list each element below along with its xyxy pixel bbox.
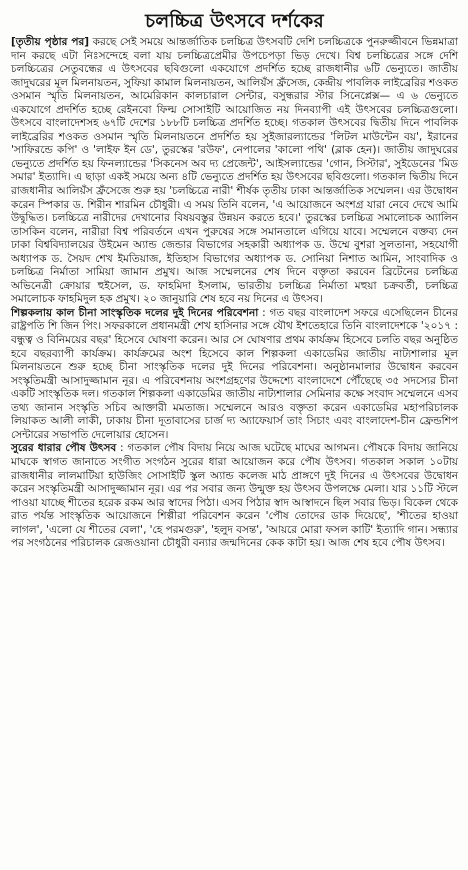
article-festival-body: করছে সেই সময়ে আন্তর্জাতিক চলচ্চিত্র উৎসবটি দেশি চলচ্চিত্রকে পুনরুজ্জীবনে ভিন্নমাত্রা দান করছে এটা নিঃসন্দেহে বলা যায় চলচ্চিত্রপ্রেমীর উপচেপড়া ভিড় দেখে। বিশ্ব চলচ্চিত্রের সঙ্গে দেশি চলচ্চিত্রের সেতুবন্ধের এ উৎসবের ছবিগুলো একযোগে প্রদর্শিত হচ্ছে রাজধানীর ৬টি ভেন্যুতে। জাতীয় জাদুঘরের মূল মিলনায়তন, সুফিয়া কামাল মিলনায়তন, আলিয়ঁস ফ্রঁসেজ, কেন্দ্রীয় পাবলিক লাইব্রেরির শওকত ওসমান স্মৃতি মিলনায়তন, আমেরিকান কালচারাল সেন্টার, বসুন্ধরার স্টার সিনেপ্লেক্স— এ ৬ ভেন্যুতে একযোগে প্রদর্শিত হচ্ছে রেইনবো ফিল্ম সোসাইটি আয়োজিত নয় দিনব্যাপী এই উৎসবের চলচ্চিত্রগুলো। উৎসবে বাংলাদেশসহ ৬৭টি দেশের ১৮৮টি চলচ্চিত্র প্রদর্শিত হচ্ছে। গতকাল উৎসবের দ্বিতীয় দিনে পাবলিক লাইব্রেরির শওকত ওসমান স্মৃতি মিলনায়তনে প্রদর্শিত হয় সুইজারল্যান্ডের 'লিটল মাউন্টেন বয়', ইরানের 'সাফিরন্ডে কপি' ও 'লাইফ ইন ডে', তুরস্কের 'রউফ', নেপালের 'কালো পথি' (ব্লাক হেন)। জাতীয় জাদুঘরের ভেন্যুতে প্রদর্শিত হয় ফিনল্যান্ডের 'সিকনেস অব দ্য প্রেজেন্ট', আইসল্যান্ডের 'গোন, সিস্টার', সুইডেনের 'মিড সমার' ইত্যাদি। এ ছাড়া একই সময়ে অন্য ৪টি ভেন্যুতে প্রদর্শিত হয় উৎসবের ছবিগুলো। গতকাল দ্বিতীয় দিনে রাজধানীর আলিয়ঁস ফ্রঁসেজে শুরু হয় 'চলচ্চিত্রে নারী' শীর্ষক তৃতীয় ঢাকা আন্তর্জাতিক সম্মেলন। এর উদ্বোধন করেন স্পিকার ড. শিরীন শারমিন চৌধুরী। এ সময় তিনি বলেন, 'এ আয়োজনে অংশগ্র যারা নেবে দেখে আমি উদ্বুদ্ধিত। চলচ্চিত্রে নারীদের দেখানোর বিষয়বস্তুর উন্নয়ন করতে হবে।' তুরস্কের চলচ্চিত্র সমালোচক অ্যালিন তাসকিন বলেন, নারীরা বিশ্ব পরিবর্তনে এখন পুরুষের সঙ্গে সমানতালে এগিয়ে যাবে। সম্মেলনে বক্তব্য দেন ঢাকা বিশ্ববিদ্যালয়ের উইমেন অ্যান্ড জেন্ডার বিভাগের সহকারী অধ্যাপক ড. উম্মে বুশরা সুলতানা, সহযোগী অধ্যাপক ড. সৈয়দ শেখ ইমতিয়াজ, ইতিহাস বিভাগের অধ্যাপক ড. সোনিয়া নিশাত আমিন, সাংবাদিক ও চলচ্চিত্র নির্মাতা সামিয়া জামান প্রমুখ। আজ সম্মেলনের শেষ দিনে বক্তৃতা করবেন ব্রিটেনের চলচ্চিত্র অভিনেত্রী ক্রোয়ার হুইসেল, ড. ফাহমিদা ইসলাম, ভারতীয় চলচ্চিত্র নির্মাতা মহুয়া চক্রবর্তী, চলচ্চিত্র সমালোচক ফাহমিদুল হক প্রমুখ। ২০ জানুয়ারি শেষ হবে নয় দিনের এ উৎসব। [11,36,459,306]
article-poush-festival [11,442,458,550]
article-chinese-troupe-body: : গত বছর বাংলাদেশ সফরে এসেছিলেন চীনের রাষ্ট্রপতি শি জিন পিং। সফরকালে প্রধানমন্ত্রী শেখ হাসিনার সঙ্গে যৌথ ইশতেহারে তিনি বাংলাদেশকে '২০১৭ : বন্ধুত্ব ও বিনিময়ের বছর' হিসেবে ঘোষণা করেন। আর সে ঘোষণার প্রথম কার্যক্রম হিসেবে চলতি বছর অনুষ্ঠিত হবে বছরব্যাপী কার্যক্রম। কার্যক্রমের অংশ হিসেবে কাল শিল্পকলা একাডেমির জাতীয় নাট্যশালার মূল মিলনায়তনে শুরু হচ্ছে চীনা সাংস্কৃতিক দলের দুই দিনের পরিবেশনা। অনুষ্ঠানমালার উদ্বোধন করবেন সংস্কৃতিমন্ত্রী আসাদুজ্জামান নূর। এ পরিবেশনায় অংশগ্রহণের উদ্দেশ্যে বাংলাদেশে পৌঁছেছে ৩৫ সদস্যের চীনা একটি সাংস্কৃতিক দল। গতকাল শিল্পকলা একাডেমির জাতীয় নাট্যশালার সেমিনার কক্ষে সংবাদ সম্মেলনে এসব তথ্য জানান সংস্কৃতি সচিব আক্তারী মমতাজ। সম্মেলনে আরও বক্তৃতা করেন একাডেমির মহাপরিচালক লিয়াকত আলী লাকী, ঢাকায় চীনা দূতাবাসের চার্জ দ্য অ্যাফেয়ার্স তাং সিচাং এবং বাংলাদেশ-চীন ফ্রেন্ডশিপ সেন্টারের সভাপতি দেলোয়ার হোসেন। [11,306,458,441]
article-poush-festival-body: : গতকাল পৌষ বিদায় নিয়ে আজ ঘটেছে মাঘের আগমন। পৌষকে বিদায় জানিয়ে মাঘকে স্বাগত জানাতে সংগীত সংগঠন সুরের ধারা আয়োজন করে পৌষ উৎসব। গতকাল সকাল ১০টায় রাজধানীর লালমাটিয়া হাউজিং সোসাইটি স্কুল অ্যান্ড কলেজ মাঠ প্রাঙ্গণে দুই দিনের এ উৎসবের উদ্বোধন করেন সংস্কৃতিমন্ত্রী আসাদুজ্জামান নূর। এর পর সবার জন্য উন্মুক্ত হয় উৎসব উপলক্ষে মেলা। যার ১১টি স্টলে পাওয়া যাচ্ছে শীতের হরেক রকম আর স্বাদের পিঠা। এসব পিঠার স্বাদ আস্বাদনে ছিল সবার ভিড়। বিকেল থেকে রাত পর্যন্ত সাংস্কৃতিক আয়োজনে শিল্পীরা পরিবেশন করেন 'পৌষ তোদের ডাক দিয়েছে', 'শীতের হাওয়া লাগল', 'এলো যে শীতের বেলা', 'হে পরমগুরু', 'হলুদ বসন্ত', 'আয়রে মোরা ফসল কাটি' ইত্যাদি গান। সন্ধ্যার পর সংগঠনের পরিচালক রেজওয়ানা চৌধুরী বন্যার জন্মদিনের কেক কাটা হয়। আজ শেষ হবে পৌষ উৎসব। [11,442,458,550]
article-poush-festival-heading: সুরের ধারার পৌষ উৎসব [11,442,117,455]
article-festival [11,36,458,307]
article-chinese-troupe [11,307,458,442]
article-chinese-troupe-heading: শিল্পকলায় কাল চীনা সাংস্কৃতিক দলের দুই দিনের পরিবেশনা [11,306,259,319]
headline: চলচ্চিত্র উৎসবে দর্শকের [145,11,324,32]
continuation-marker: [তৃতীয় পৃষ্ঠার পর] [11,36,90,48]
